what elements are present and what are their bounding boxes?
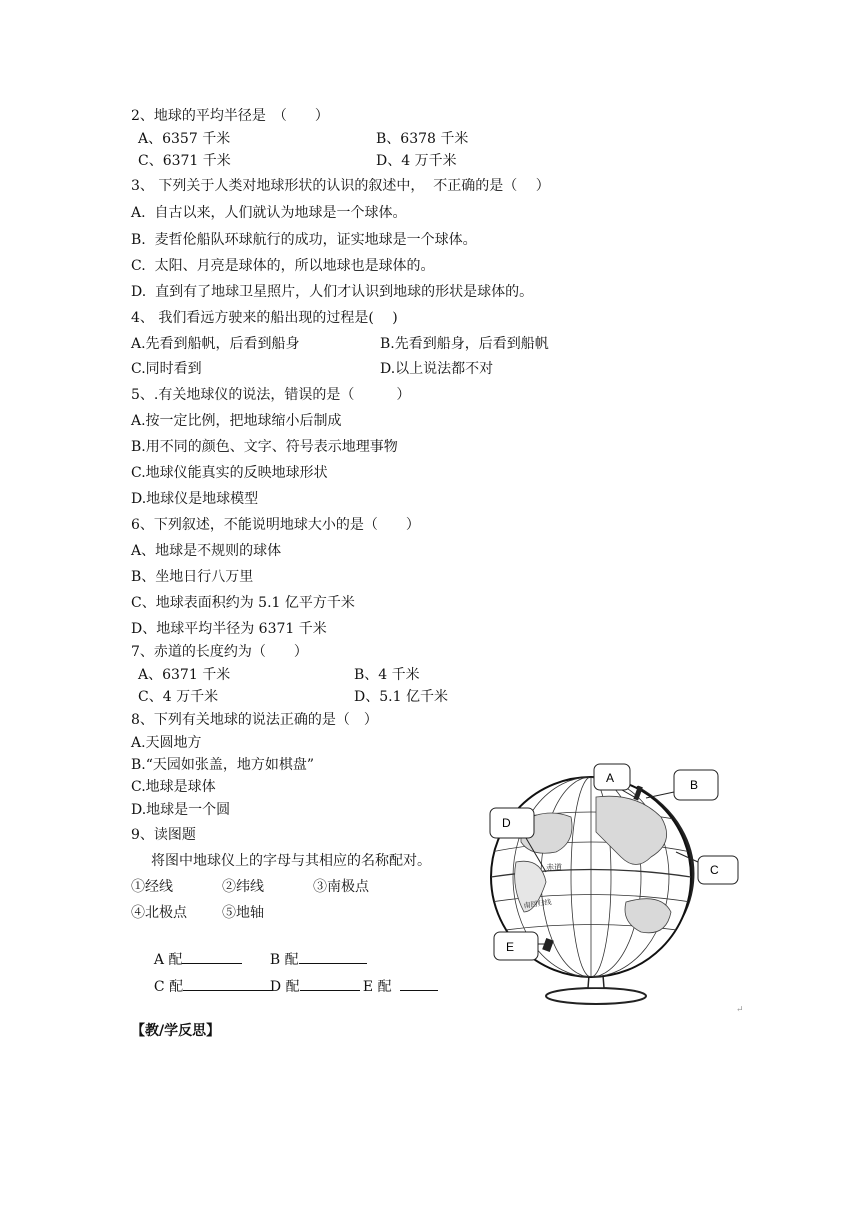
q5-stem: 5、.有关地球仪的说法，错误的是（ ） bbox=[131, 387, 411, 403]
q7-option-a: A、6371 千米 bbox=[138, 667, 231, 683]
q7-option-b: B、4 千米 bbox=[354, 667, 420, 683]
q9-instruction: 将图中地球仪上的字母与其相应的名称配对。 bbox=[151, 853, 431, 869]
q5-option-d: D.地球仪是地球模型 bbox=[131, 491, 259, 507]
q3-option-c: C. 太阳、月亮是球体的，所以地球也是球体的。 bbox=[131, 258, 435, 274]
q9-option-5: ⑤地轴 bbox=[222, 905, 264, 921]
callout-b-label: B bbox=[690, 778, 699, 792]
q9-option-1: ①经线 bbox=[131, 879, 173, 895]
match-d-row bbox=[261, 958, 360, 996]
globe-figure bbox=[486, 762, 752, 1012]
q6-option-b: B、坐地日行八万里 bbox=[131, 569, 254, 585]
match-c-row bbox=[145, 958, 273, 996]
q4-stem: 4、 我们看远方驶来的船出现的过程是( ) bbox=[131, 310, 398, 326]
q2-option-c: C、6371 千米 bbox=[138, 153, 231, 169]
callout-e-label: E bbox=[506, 940, 515, 954]
q8-option-d: D.地球是一个圆 bbox=[131, 802, 231, 818]
q5-option-c: C.地球仪能真实的反映地球形状 bbox=[131, 465, 328, 481]
match-e-blank[interactable] bbox=[400, 976, 438, 991]
q6-option-d: D、地球平均半径为 6371 千米 bbox=[131, 621, 327, 637]
q7-option-d: D、5.1 亿千米 bbox=[354, 689, 448, 705]
q5-option-b: B.用不同的颜色、文字、符号表示地理事物 bbox=[131, 439, 398, 455]
return-mark: ↵ bbox=[736, 1005, 744, 1015]
q9-option-2: ②纬线 bbox=[222, 879, 264, 895]
q6-stem: 6、下列叙述，不能说明地球大小的是（ ） bbox=[131, 517, 420, 533]
q3-stem: 3、 下列关于人类对地球形状的认识的叙述中， 不正确的是（ ） bbox=[131, 178, 550, 194]
match-c-label: C 配 bbox=[153, 979, 184, 995]
tropic-label: 南回归线 bbox=[523, 898, 553, 910]
q8-option-c: C.地球是球体 bbox=[131, 779, 216, 795]
q2-stem: 2、地球的平均半径是 （ ） bbox=[131, 108, 329, 124]
q6-option-a: A、地球是不规则的球体 bbox=[131, 543, 282, 559]
q7-option-c: C、4 万千米 bbox=[138, 689, 219, 705]
q8-option-a: A.天圆地方 bbox=[131, 735, 202, 751]
q5-option-a: A.按一定比例，把地球缩小后制成 bbox=[131, 413, 342, 429]
match-a-label: A 配 bbox=[153, 952, 183, 968]
q8-option-b: B.“天园如张盖，地方如棋盘” bbox=[131, 757, 315, 773]
callout-e bbox=[494, 932, 546, 960]
reflection-heading: 【教/学反思】 bbox=[131, 1023, 221, 1039]
callout-d-label: D bbox=[502, 816, 511, 830]
q3-option-d: D. 直到有了地球卫星照片，人们才认识到地球的形状是球体的。 bbox=[131, 284, 534, 300]
match-e-row bbox=[354, 958, 438, 996]
q9-option-3: ③南极点 bbox=[313, 879, 369, 895]
q2-option-a: A、6357 千米 bbox=[138, 131, 231, 147]
q9-stem: 9、读图题 bbox=[131, 827, 196, 843]
callout-a-label: A bbox=[606, 771, 615, 785]
q2-option-d: D、4 万千米 bbox=[376, 153, 457, 169]
equator-label: 赤道 bbox=[546, 863, 562, 872]
match-c-blank[interactable] bbox=[183, 976, 273, 991]
q4-option-d: D.以上说法都不对 bbox=[380, 361, 494, 377]
callout-c-label: C bbox=[710, 863, 719, 877]
q7-stem: 7、赤道的长度约为（ ） bbox=[131, 644, 308, 660]
stand-base bbox=[546, 988, 646, 1004]
match-d-label: D 配 bbox=[269, 979, 300, 995]
q2-option-b: B、6378 千米 bbox=[376, 131, 469, 147]
match-b-label: B 配 bbox=[269, 952, 299, 968]
q9-option-4: ④北极点 bbox=[131, 905, 187, 921]
q6-option-c: C、地球表面积约为 5.1 亿平方千米 bbox=[131, 595, 355, 611]
match-e-label: E 配 bbox=[362, 979, 392, 995]
callout-b bbox=[646, 770, 718, 800]
match-d-blank[interactable] bbox=[300, 976, 360, 991]
q4-option-b: B.先看到船身，后看到船帆 bbox=[380, 336, 549, 352]
q4-option-c: C.同时看到 bbox=[131, 361, 202, 377]
q8-stem: 8、下列有关地球的说法正确的是（ ） bbox=[131, 712, 378, 728]
q4-option-a: A.先看到船帆，后看到船身 bbox=[131, 336, 300, 352]
q3-option-a: A. 自古以来，人们就认为地球是一个球体。 bbox=[131, 205, 407, 221]
q3-option-b: B. 麦哲伦船队环球航行的成功，证实地球是一个球体。 bbox=[131, 232, 477, 248]
